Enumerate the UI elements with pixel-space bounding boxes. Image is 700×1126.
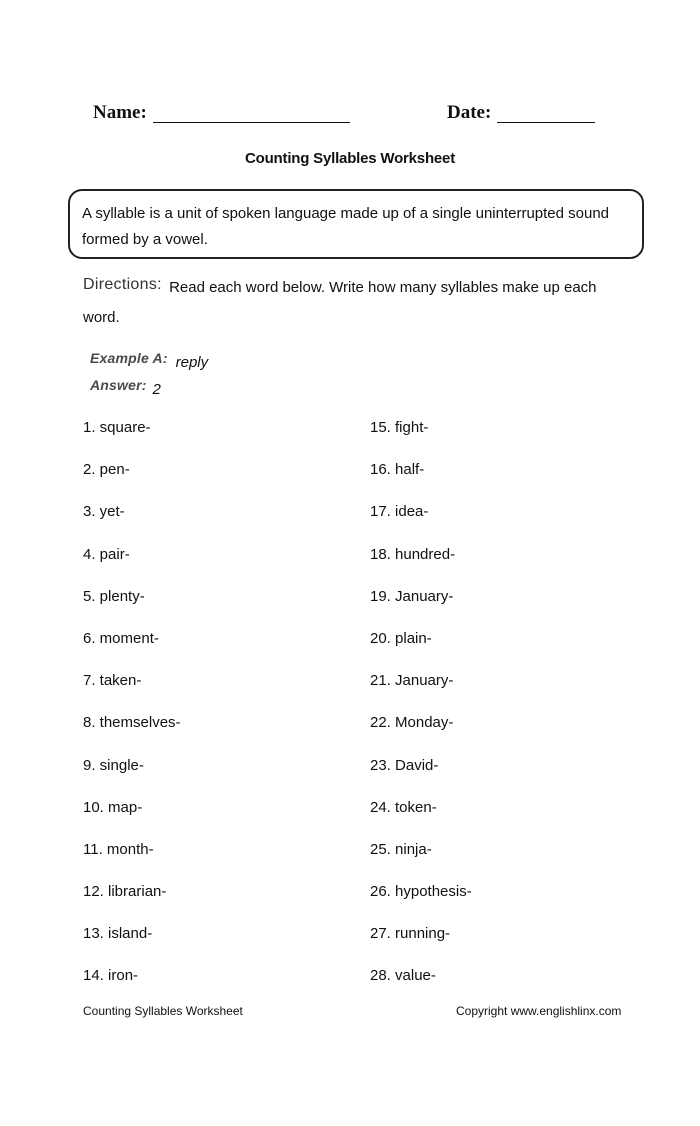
footer-title: Counting Syllables Worksheet	[83, 1004, 243, 1018]
date-label: Date:	[447, 102, 492, 123]
word-list-right	[370, 414, 472, 1005]
list-item: 3. yet-	[83, 503, 125, 521]
answer-row	[90, 372, 208, 399]
name-blank-line	[153, 122, 350, 123]
list-item: 12. librarian-	[83, 883, 167, 901]
list-item: 10. map-	[83, 798, 143, 816]
list-item: 4. pair-	[83, 545, 130, 563]
list-item: 9. single-	[83, 756, 144, 774]
list-item: 23. David-	[370, 756, 439, 774]
date-blank-line	[497, 122, 595, 123]
example-word: reply	[175, 354, 209, 371]
footer-copyright: Copyright www.englishlinx.com	[456, 1004, 622, 1018]
list-item: 21. January-	[370, 672, 454, 690]
word-list-left	[83, 414, 181, 1005]
name-label: Name:	[93, 102, 147, 123]
list-item: 13. island-	[83, 925, 153, 943]
list-item: 1. square-	[83, 419, 151, 436]
definition-line-2: formed by a vowel.	[82, 231, 208, 248]
list-item: 20. plain-	[370, 629, 432, 647]
list-item: 18. hundred-	[370, 545, 456, 563]
definition-box	[68, 189, 644, 259]
list-item: 28. value-	[370, 967, 436, 985]
list-item: 26. hypothesis-	[370, 883, 472, 901]
list-item: 27. running-	[370, 925, 451, 943]
list-item: 25. ninja-	[370, 840, 432, 858]
directions	[83, 273, 623, 333]
directions-text: Read each word below. Write how many syllables make up each word.	[83, 279, 597, 326]
list-item: 15. fight-	[370, 419, 429, 436]
list-item: 8. themselves-	[83, 714, 181, 732]
example-label: Example A:	[90, 350, 168, 366]
definition-line-1: A syllable is a unit of spoken language made up of a single uninterrupted sound	[82, 205, 610, 222]
list-item: 19. January-	[370, 587, 454, 605]
list-item: 6. moment-	[83, 629, 159, 647]
list-item: 11. month-	[83, 840, 154, 858]
list-item: 22. Monday-	[370, 714, 454, 732]
example-block	[90, 345, 208, 399]
list-item: 14. iron-	[83, 967, 139, 985]
answer-label: Answer:	[90, 377, 147, 393]
worksheet-title: Counting Syllables Worksheet	[245, 150, 455, 167]
list-item: 16. half-	[370, 461, 425, 479]
directions-label: Directions:	[83, 276, 162, 293]
example-row	[90, 345, 208, 372]
worksheet-header	[0, 100, 700, 130]
list-item: 7. taken-	[83, 672, 142, 690]
answer-value: 2	[152, 381, 161, 398]
list-item: 5. plenty-	[83, 587, 145, 605]
list-item: 17. idea-	[370, 503, 429, 521]
list-item: 24. token-	[370, 798, 437, 816]
list-item: 2. pen-	[83, 461, 130, 479]
